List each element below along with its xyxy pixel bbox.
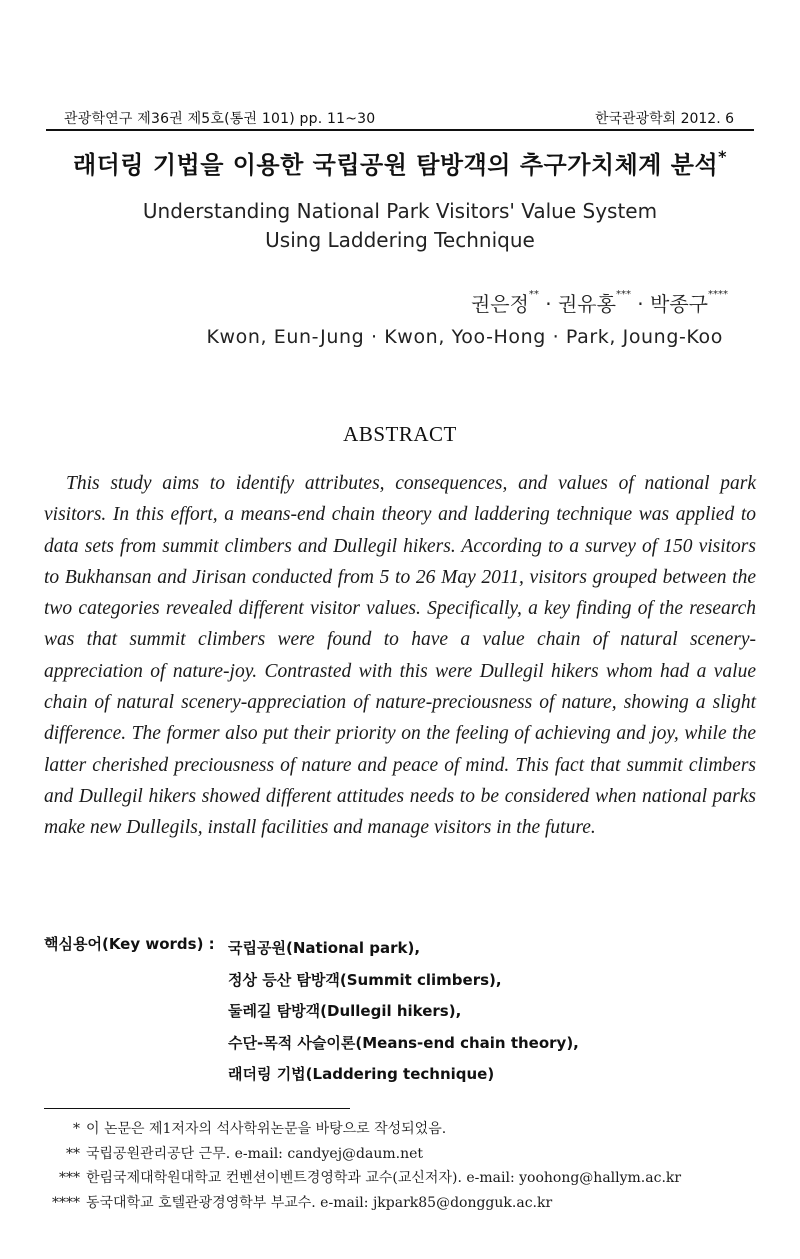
journal-issue: 관광학연구 제36권 제5호(통권 101) pp. 11~30 (64, 111, 376, 127)
footnote-item (40, 1166, 681, 1191)
authors-korean (471, 288, 728, 317)
authors-english: Kwon, Eun-Jung · Kwon, Yoo-Hong · Park, Joung-Koo (206, 326, 723, 348)
footnote-text: 이 논문은 제1저자의 석사학위논문을 바탕으로 작성되었음. (86, 1121, 447, 1137)
header-rule (46, 129, 754, 131)
keyword-item: 래더링 기법(Laddering technique) (228, 1065, 495, 1083)
footnote-text: 한림국제대학원대학교 컨벤션이벤트경영학과 교수(교신저자). e-mail: yoohong@hallym.ac.kr (86, 1170, 682, 1187)
author-2-mark: *** (615, 289, 631, 301)
keyword-item: 국립공원(National park), (228, 939, 421, 957)
footnote-text: 국립공원관리공단 근무. e-mail: candyej@daum.net (86, 1145, 424, 1162)
publisher-date: 한국관광학회 2012. 6 (594, 111, 734, 127)
footnote-mark: ** (66, 1145, 80, 1162)
footnote-rule (44, 1108, 350, 1109)
author-3-name: 박종구 (650, 292, 708, 316)
author-1-mark: ** (528, 289, 539, 301)
keywords-label: 핵심용어(Key words) : (44, 935, 215, 953)
author-separator: · (538, 292, 558, 316)
title-footnote-mark: * (718, 147, 728, 166)
title-english-line2: Using Laddering Technique (265, 228, 535, 252)
footnote-mark: * (73, 1121, 80, 1137)
keyword-item: 수단-목적 사슬이론(Means-end chain theory), (228, 1033, 579, 1052)
keyword-item: 정상 등산 탐방객(Summit climbers), (228, 970, 502, 989)
footnote-mark: **** (52, 1194, 80, 1211)
author-separator: · (630, 292, 651, 316)
author-1-name: 권은정 (470, 292, 529, 316)
author-3-mark: **** (708, 289, 728, 301)
title-english-line1: Understanding National Park Visitors' Value System (142, 199, 658, 223)
footnote-item (40, 1191, 681, 1216)
abstract-body: This study aims to identify attributes, consequences, and values of national park visitors. In this effort, a means-end chain theory and laddering technique was applied to data sets from summit climbers and Dullegil hikers. According to a survey of 150 visitors to Bukhansan and Jirisan conducted from 5 to 26 May 2011, visitors grouped between the two categories revealed different visitor values. Specifically, a key finding of the research was that summit climbers were found to have a value chain of natural scenery-appreciation of nature-joy. Contrasted with this were Dullegil hikers whom had a value chain of natural scenery-appreciation of nature-preciousness of nature, showing a slight difference. The former also put their priority on the feeling of achieving and joy, while the latter cherished preciousness of nature and peace of mind. This fact that summit climbers and Dullegil hikers showed different attitudes needs to be considered when national parks make new Dullegils, install facilities and manage visitors in the future. (44, 473, 756, 839)
title-english (0, 197, 800, 255)
keywords-list (228, 933, 579, 1091)
title-korean (0, 145, 800, 180)
keyword-item: 둘레길 탐방객(Dullegil hikers), (228, 1002, 462, 1020)
footnote-text: 동국대학교 호텔관광경영학부 부교수. e-mail: jkpark85@dongguk.ac.kr (86, 1194, 553, 1211)
footnote-item (40, 1142, 681, 1167)
footnote-mark: *** (59, 1170, 80, 1187)
abstract-heading: ABSTRACT (343, 422, 457, 446)
footnotes (40, 1117, 681, 1215)
footnote-item (40, 1117, 681, 1142)
author-2-name: 권유홍 (557, 292, 616, 316)
title-korean-text: 래더링 기법을 이용한 국립공원 탐방객의 추구가치체계 분석 (72, 151, 719, 179)
